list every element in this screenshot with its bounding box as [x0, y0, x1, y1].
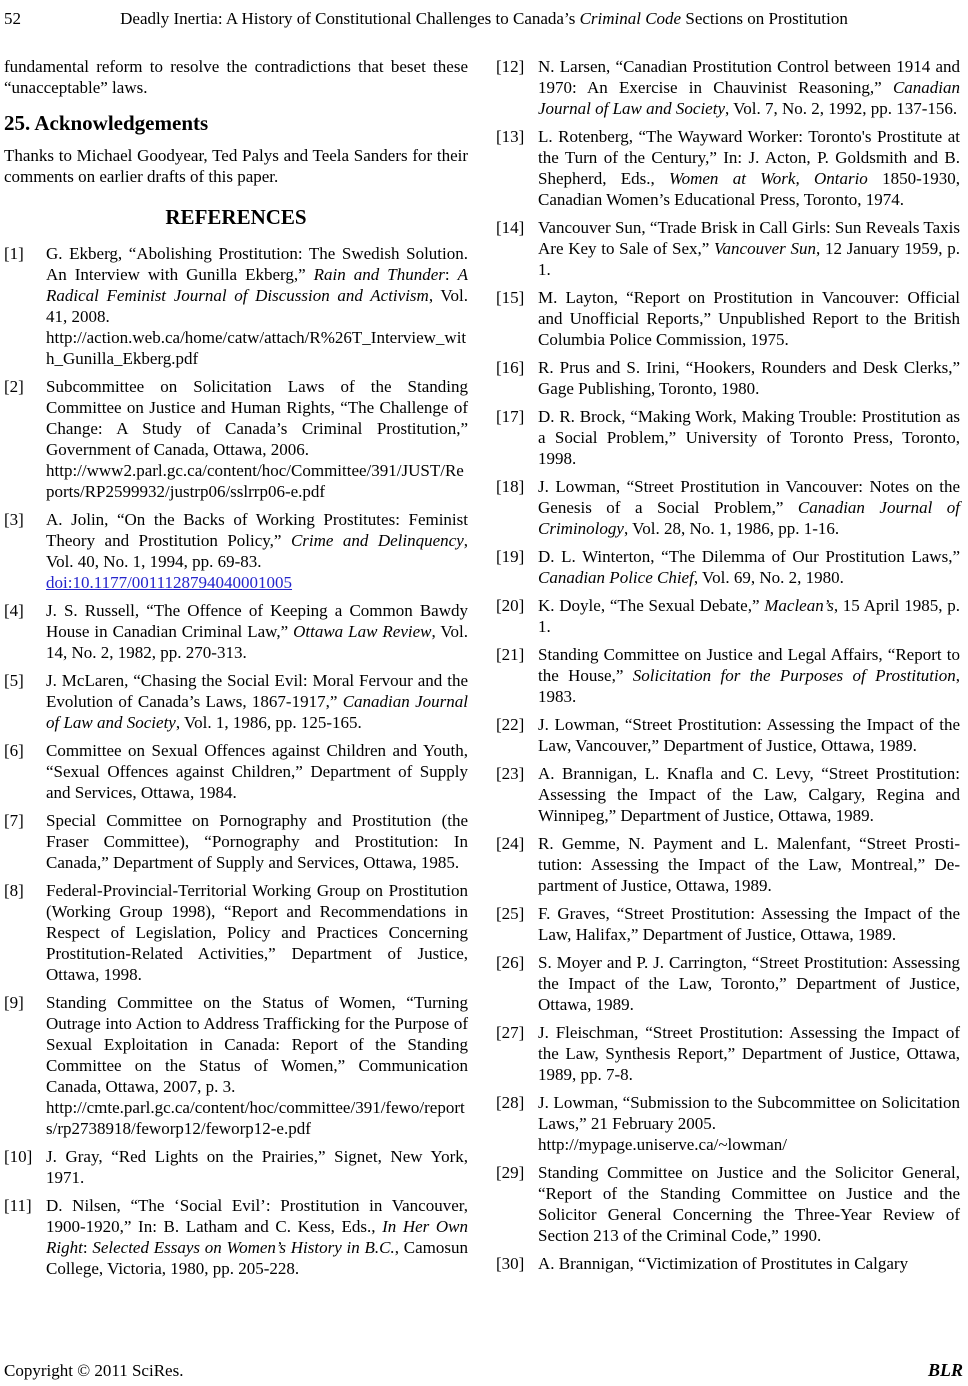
plain-text: Subcommittee on Solicitation Laws of the Standing Committee on Justice and Human Rights, “The Challenge of Change: A Study of Canada’s Criminal Prostitution,” Government of Canada, Ottawa, 2006. [46, 377, 468, 459]
reference-text [538, 1254, 908, 1273]
plain-text: , Vol. 28, No. 1, 1986, pp. 1-16. [623, 519, 840, 538]
url-text: http://cmte.parl.gc.ca/content/hoc/committee/391/fewo/reports/rp2738918/feworp12/feworp12-e.pdf [46, 1098, 465, 1138]
page-footer [4, 1360, 963, 1381]
plain-text: Standing Committee on the Status of Women, “Turning Outrage into Action to Address Trafficking for the Purpose of Sexual Exploitation in Canada: Report of the Standing Committee on the Status of Women,” Communication Canada, Ottawa, 2007, p. 3. [46, 993, 468, 1096]
reference-item [496, 903, 960, 945]
reference-number: [5] [4, 671, 24, 690]
italic-title-text: Crime and Delinquency [290, 531, 464, 550]
reference-number: [1] [4, 244, 24, 263]
reference-number: [3] [4, 510, 24, 529]
reference-item [496, 714, 960, 756]
reference-item [4, 670, 468, 733]
reference-item [4, 740, 468, 803]
copyright-notice: Copyright © 2011 SciRes. [4, 1361, 184, 1380]
reference-item [496, 476, 960, 539]
reference-item [496, 595, 960, 637]
page-number: 52 [4, 9, 21, 28]
reference-text [46, 1196, 468, 1278]
reference-item [496, 763, 960, 826]
reference-item [496, 1162, 960, 1246]
italic-title-text: Canadian Police Chief [538, 568, 694, 587]
url-text: http://mypage.uniserve.ca/~lowman/ [538, 1135, 788, 1154]
reference-number: [12] [496, 57, 525, 76]
url-text: http://www2.parl.gc.ca/content/hoc/Committee/391/JUST/Reports/RP2599932/justrp06/sslrrp06-e.pdf [46, 461, 464, 501]
reference-text [46, 244, 468, 368]
reference-item [4, 243, 468, 369]
plain-text: L. Rotenberg, “The Wayward Worker: Toronto's Prostitute at the Turn of the Century,” In: J. Acton, P. Goldsmith and B. Shepherd, Eds., [538, 127, 960, 188]
reference-item [496, 217, 960, 280]
page-header [4, 8, 964, 29]
reference-number: [29] [496, 1163, 525, 1182]
reference-number: [22] [496, 715, 525, 734]
italic-title-text: , [795, 169, 814, 188]
italic-title-text: Women at Work [669, 169, 796, 188]
plain-text: Standing Committee on Justice and the Solicitor General, “Report of the Standing Committee on Justice and the Solicitor General Concerning the Three-Year Review of Section 213 of the Criminal Code,” 1990. [538, 1163, 960, 1245]
plain-text: D. Nilsen, “The ‘Social Evil’: Prostitution in Vancouver, 1900-1920,” In: B. Latham and C. Kess, Eds., [46, 1196, 468, 1236]
reference-text [538, 218, 960, 279]
reference-item [4, 376, 468, 502]
plain-text: N. Larsen, “Canadian Prostitution Control between 1914 and 1970: An Exercise in Chauvinist Reasoning,” [538, 57, 960, 97]
reference-number: [21] [496, 645, 525, 664]
plain-text: K. Doyle, “The Sexual Debate,” [538, 596, 765, 615]
running-title [120, 9, 848, 28]
reference-text [538, 764, 960, 825]
reference-number: [2] [4, 377, 24, 396]
left-column [4, 56, 468, 1286]
plain-text: Special Committee on Pornography and Prostitution (the Fraser Committee), “Pornography and Prostitution: In Canada,” Department of Supply and Services, Ottawa, 1985. [46, 811, 468, 872]
plain-text: J. Lowman, “Street Prostitution: Assessing the Impact of the Law, Vancouver,” Department of Justice, Ottawa, 1989. [538, 715, 960, 755]
reference-text [46, 671, 468, 732]
plain-text: Committee on Sexual Offences against Children and Youth, “Sexual Offences against Children,” Department of Supply and Services, Ottawa, 1984. [46, 741, 468, 802]
plain-text: J. Lowman, “Submission to the Subcommittee on Solicitation Laws,” 21 February 2005. [538, 1093, 960, 1133]
plain-text: D. R. Brock, “Making Work, Making Trouble: Prostitution as a Social Problem,” University of Toronto Press, Toronto, 1998. [538, 407, 960, 468]
reference-text [538, 596, 960, 636]
plain-text: , Vol. 41, 2008. [46, 286, 468, 326]
reference-item [496, 1253, 960, 1274]
journal-abbreviation: BLR [927, 1360, 963, 1380]
italic-title-text: Ottawa Law Review [293, 622, 432, 641]
doi-link[interactable]: doi:10.1177/0011128794040001005 [46, 573, 293, 592]
plain-text: J. S. Russell, “The Offence of Keeping a Common Bawdy House in Canadian Criminal Law,” [46, 601, 468, 641]
reference-text [46, 741, 468, 802]
plain-text: , Vol. 69, No. 2, 1980. [693, 568, 844, 587]
reference-item [4, 600, 468, 663]
reference-item [4, 992, 468, 1139]
reference-number: [11] [4, 1196, 32, 1215]
reference-text [538, 1093, 960, 1154]
plain-text: Vancouver Sun, “Trade Brisk in Call Girls: Sun Reveals Taxis Are Key to Sale of Sex,” [538, 218, 960, 258]
reference-number: [13] [496, 127, 525, 146]
reference-number: [4] [4, 601, 24, 620]
reference-number: [10] [4, 1147, 33, 1166]
reference-number: [8] [4, 881, 24, 900]
reference-item [4, 1195, 468, 1279]
reference-text [538, 358, 960, 398]
right-column [496, 56, 960, 1286]
reference-text [538, 407, 960, 468]
reference-item [496, 1092, 960, 1155]
plain-text: , 1983. [538, 666, 960, 706]
reference-text [538, 834, 960, 895]
reference-item [4, 880, 468, 985]
italic-title-text: Maclean’s [764, 596, 834, 615]
plain-text: G. Ekberg, “Abolishing Prostitution: The Swedish Solution. An Interview with Gunilla Ekberg,” [46, 244, 468, 284]
acknowledgements-paragraph: Thanks to Michael Goodyear, Ted Palys and Teela Sanders for their comments on earlier drafts of this paper. [4, 146, 468, 186]
reference-text [46, 1147, 468, 1187]
reference-number: [14] [496, 218, 525, 237]
plain-text: , Vol. 14, No. 2, 1982, pp. 270-313. [46, 622, 468, 662]
reference-text [46, 881, 468, 984]
plain-text: F. Graves, “Street Prostitution: Assessing the Impact of the Law, Halifax,” Department of Justice, Ottawa, 1989. [538, 904, 960, 944]
reference-number: [16] [496, 358, 525, 377]
reference-text [538, 547, 960, 587]
reference-item [4, 810, 468, 873]
reference-text [538, 904, 960, 944]
italic-title-text: Canadian Journal of Law and Society [538, 78, 960, 118]
plain-text: : [444, 265, 458, 284]
reference-item [4, 1146, 468, 1188]
reference-item [496, 833, 960, 896]
reference-text [46, 993, 468, 1138]
reference-text [46, 811, 468, 872]
reference-number: [20] [496, 596, 525, 615]
italic-title-text: Ontario [813, 169, 868, 188]
italic-title-text: Canadian Journal of Criminology [538, 498, 960, 538]
plain-text: J. Fleischman, “Street Prostitution: Assessing the Impact of the Law, Synthesis Report,” Department of Justice, Ottawa, 1989, pp. 7-8. [538, 1023, 960, 1084]
reference-number: [18] [496, 477, 525, 496]
reference-text [538, 1163, 960, 1245]
reference-item [496, 287, 960, 350]
reference-number: [27] [496, 1023, 525, 1042]
reference-text [46, 510, 468, 592]
reference-item [496, 546, 960, 588]
plain-text: M. Layton, “Report on Prostitution in Vancouver: Official and Unofficial Reports,” Unpublished Report to the British Columbia Police Commission, 1975. [538, 288, 960, 349]
plain-text: A. Brannigan, “Victimization of Prostitutes in Calgary [538, 1254, 909, 1273]
plain-text: A. Jolin, “On the Backs of Working Prostitutes: Feminist Theory and Prostitution Policy,” [46, 510, 468, 550]
reference-text [538, 953, 960, 1014]
plain-text: R. Prus and S. Irini, “Hookers, Rounders and Desk Clerks,” Gage Publishing, Toronto, 1980. [538, 358, 960, 398]
reference-number: [28] [496, 1093, 525, 1112]
reference-text [46, 377, 468, 501]
references-heading: REFERENCES [165, 205, 307, 229]
italic-title-text: Selected Essays on Women’s History in B.C. [92, 1238, 395, 1257]
reference-number: [7] [4, 811, 24, 830]
reference-item [496, 126, 960, 210]
reference-text [538, 715, 960, 755]
italic-title-text: Vancouver Sun [714, 239, 817, 258]
plain-text: , 15 April 1985, p. 1. [538, 596, 961, 636]
reference-number: [24] [496, 834, 525, 853]
plain-text: A. Brannigan, L. Knafla and C. Levy, “Street Prostitution: Assessing the Impact of the Law, Calgary, Regina and Winnipeg,” Department of Justice, Ottawa, 1989. [538, 764, 960, 825]
plain-text: , Vol. 1, 1986, pp. 125-165. [175, 713, 362, 732]
plain-text: J. McLaren, “Chasing the Social Evil: Moral Fervour and the Evolution of Canada’s Laws, 1867-1917,” [46, 671, 468, 711]
reference-text [538, 645, 960, 706]
reference-text [538, 57, 960, 118]
plain-text: Standing Committee on Justice and Legal Affairs, “Report to the House,” [538, 645, 960, 685]
reference-item [496, 357, 960, 399]
plain-text: , Vol. 40, No. 1, 1994, pp. 69-83. [46, 531, 468, 571]
plain-text: Deadly Inertia: A History of Constitutional Challenges to Canada’s [120, 9, 580, 28]
plain-text: J. Lowman, “Street Prostitution in Vancouver: Notes on the Genesis of a Social Problem,” [538, 477, 960, 517]
plain-text: : [82, 1238, 93, 1257]
italic-title-text: Rain and Thunder [313, 265, 445, 284]
body-paragraph: fundamental reform to resolve the contradictions that beset these “unacceptable” laws. [4, 57, 468, 97]
reference-number: [25] [496, 904, 525, 923]
reference-number: [6] [4, 741, 24, 760]
italic-title-text: Criminal Code [579, 9, 682, 28]
plain-text: Federal-Provincial-Territorial Working Group on Prostitution (Working Group 1998), “Report and Recommendations in Respect of Legislation, Policy and Practices Concerning Prostitution-Related Activities,” Department of Justice, Ottawa, 1998. [46, 881, 468, 984]
references-list-right [496, 56, 960, 1274]
italic-title-text: Solicitation for the Purposes of Prostitution [632, 666, 956, 685]
italic-title-text: Canadian Journal of Law and Society [46, 692, 468, 732]
plain-text: S. Moyer and P. J. Carrington, “Street Prostitution: Assessing the Impact of the Law, Toronto,” Department of Justice, Ottawa, 1989. [538, 953, 960, 1014]
reference-number: [9] [4, 993, 24, 1012]
plain-text: J. Gray, “Red Lights on the Prairies,” Signet, New York, 1971. [46, 1147, 468, 1187]
italic-title-text: A Radical Feminist Journal of Discussion and Activism [46, 265, 468, 305]
reference-text [538, 1023, 960, 1084]
reference-number: [17] [496, 407, 525, 426]
plain-text: , 12 January 1959, p. 1. [538, 239, 960, 279]
plain-text: Sections on Prostitution [681, 9, 848, 28]
reference-item [4, 509, 468, 593]
plain-text: , Vol. 7, No. 2, 1992, pp. 137-156. [724, 99, 958, 118]
reference-text [538, 127, 960, 209]
reference-text [538, 288, 960, 349]
reference-item [496, 644, 960, 707]
reference-number: [26] [496, 953, 525, 972]
plain-text: , Camosun College, Victoria, 1980, pp. 205-228. [46, 1238, 468, 1278]
reference-text [46, 601, 468, 662]
plain-text: R. Gemme, N. Payment and L. Malenfant, “Street Prostitution: Assessing the Impact of the Law, Montreal,” Department of Justice, Ottawa, 1989. [538, 834, 960, 895]
reference-item [496, 56, 960, 119]
reference-number: [15] [496, 288, 525, 307]
reference-text [538, 477, 960, 538]
reference-number: [23] [496, 764, 525, 783]
references-list-left [4, 243, 468, 1279]
reference-item [496, 406, 960, 469]
reference-number: [30] [496, 1254, 525, 1273]
two-column-body [4, 56, 964, 1286]
acknowledgements-heading: 25. Acknowledgements [4, 111, 209, 135]
plain-text: D. L. Winterton, “The Dilemma of Our Prostitution Laws,” [538, 547, 960, 566]
reference-item [496, 952, 960, 1015]
italic-title-text: In Her Own Right [46, 1217, 468, 1257]
plain-text: 1850-1930, Canadian Women’s Educational Press, Toronto, 1974. [538, 169, 960, 209]
url-text: http://action.web.ca/home/catw/attach/R%26T_Interview_with_Gunilla_Ekberg.pdf [46, 328, 467, 368]
reference-item [496, 1022, 960, 1085]
reference-number: [19] [496, 547, 525, 566]
